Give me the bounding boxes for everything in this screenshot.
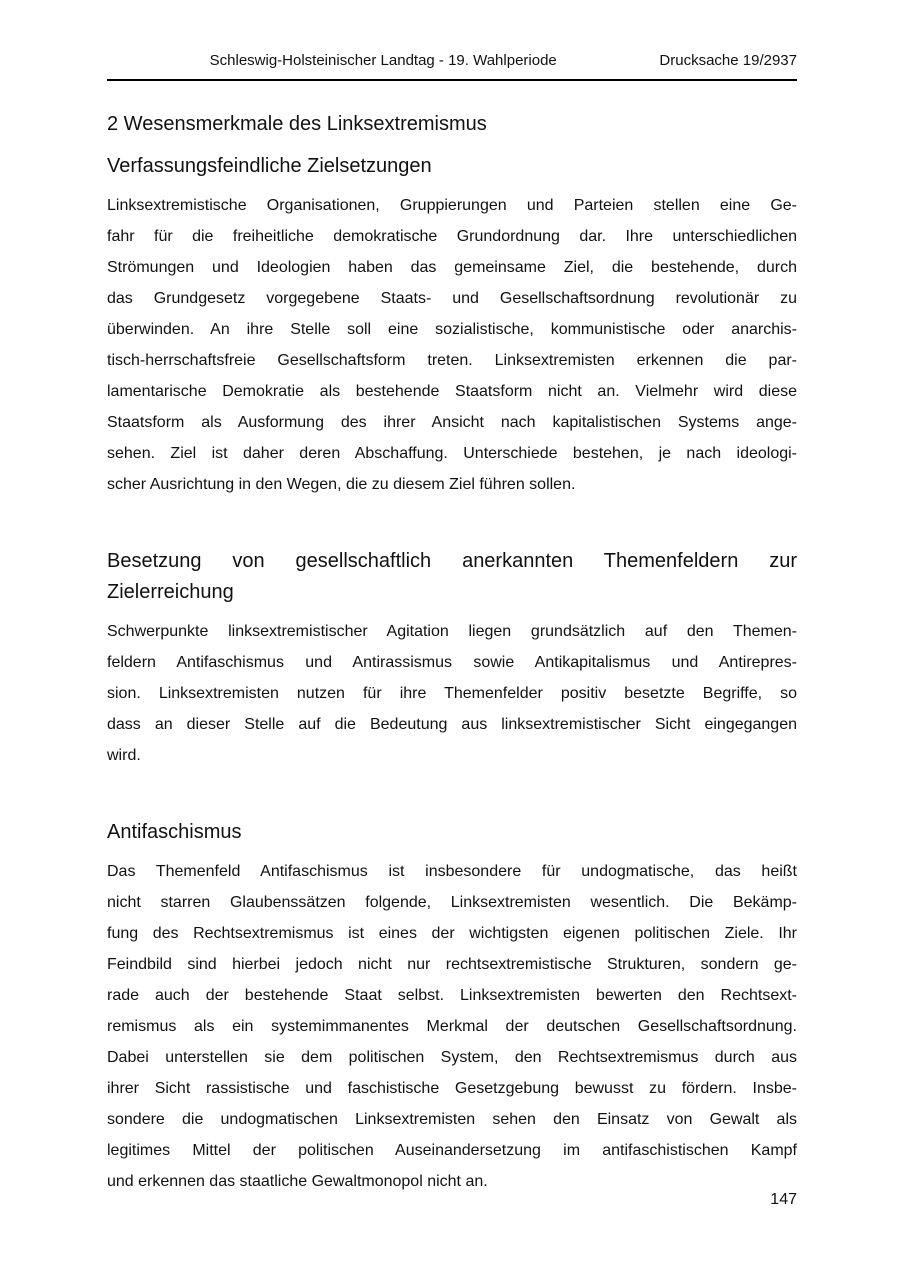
paragraph-line: remismus als ein systemimmanentes Merkmal der deutschen Gesellschaftsordnung. bbox=[107, 1018, 797, 1035]
section-paragraph bbox=[107, 616, 797, 771]
paragraph-line: Das Themenfeld Antifaschismus ist insbesondere für undogmatische, das heißt bbox=[107, 863, 797, 880]
section-heading bbox=[107, 546, 797, 608]
section-heading-line: Antifaschismus bbox=[107, 821, 242, 843]
paragraph-line: Linksextremistische Organisationen, Gruppierungen und Parteien stellen eine Ge- bbox=[107, 197, 797, 214]
header-rule bbox=[107, 79, 797, 81]
document-section bbox=[107, 546, 797, 771]
paragraph-line: Staatsform als Ausformung des ihrer Ansicht nach kapitalistischen Systems ange- bbox=[107, 414, 797, 431]
paragraph-line: dass an dieser Stelle auf die Bedeutung aus linksextremistischer Sicht eingegangen bbox=[107, 716, 797, 733]
section-paragraph bbox=[107, 856, 797, 1197]
paragraph-line: sehen. Ziel ist daher deren Abschaffung. Unterschiede bestehen, je nach ideologi- bbox=[107, 445, 797, 462]
paragraph-line: feldern Antifaschismus und Antirassismus sowie Antikapitalismus und Antirepres- bbox=[107, 654, 797, 671]
paragraph-line: Strömungen und Ideologien haben das gemeinsame Ziel, die bestehende, durch bbox=[107, 259, 797, 276]
section-heading bbox=[107, 151, 797, 182]
paragraph-line: nicht starren Glaubenssätzen folgende, Linksextremisten wesentlich. Die Bekämp- bbox=[107, 894, 797, 911]
page-header bbox=[107, 0, 797, 70]
paragraph-line: Dabei unterstellen sie dem politischen System, den Rechtsextremismus durch aus bbox=[107, 1049, 797, 1066]
document-section bbox=[107, 151, 797, 500]
paragraph-line: tisch-herrschaftsfreie Gesellschaftsform treten. Linksextremisten erkennen die par- bbox=[107, 352, 797, 369]
paragraph-line: ihrer Sicht rassistische und faschistische Gesetzgebung bewusst zu fördern. Insbe- bbox=[107, 1080, 797, 1097]
document-content bbox=[107, 0, 797, 1197]
paragraph-line: fung des Rechtsextremismus ist eines der wichtigsten eigenen politischen Ziele. Ihr bbox=[107, 925, 797, 942]
section-heading-line: Zielerreichung bbox=[107, 581, 234, 603]
paragraph-line: sondere die undogmatischen Linksextremisten sehen den Einsatz von Gewalt als bbox=[107, 1111, 797, 1128]
paragraph-line: legitimes Mittel der politischen Auseinandersetzung im antifaschistischen Kampf bbox=[107, 1142, 797, 1159]
section-heading-line: Besetzung von gesellschaftlich anerkannten Themenfeldern zur bbox=[107, 550, 797, 572]
document-section bbox=[107, 817, 797, 1197]
paragraph-line: überwinden. An ihre Stelle soll eine sozialistische, kommunistische oder anarchis- bbox=[107, 321, 797, 338]
paragraph-line: Schwerpunkte linksextremistischer Agitation liegen grundsätzlich auf den Themen- bbox=[107, 623, 797, 640]
section-paragraph bbox=[107, 190, 797, 500]
header-right-text: Drucksache 19/2937 bbox=[659, 52, 797, 69]
page-number: 147 bbox=[770, 1191, 797, 1208]
paragraph-line: Feindbild sind hierbei jedoch nicht nur rechtsextremistische Strukturen, sondern ge- bbox=[107, 956, 797, 973]
header-left-text: Schleswig-Holsteinischer Landtag - 19. Wahlperiode bbox=[209, 52, 557, 69]
paragraph-line: rade auch der bestehende Staat selbst. Linksextremisten bewerten den Rechtsext- bbox=[107, 987, 797, 1004]
section-heading-line: Verfassungsfeindliche Zielsetzungen bbox=[107, 155, 432, 177]
chapter-heading: 2 Wesensmerkmale des Linksextremismus bbox=[107, 113, 487, 135]
paragraph-line: wird. bbox=[107, 747, 141, 764]
sections bbox=[107, 151, 797, 1197]
paragraph-line: fahr für die freiheitliche demokratische Grundordnung dar. Ihre unterschiedlichen bbox=[107, 228, 797, 245]
paragraph-line: lamentarische Demokratie als bestehende Staatsform nicht an. Vielmehr wird diese bbox=[107, 383, 797, 400]
paragraph-line: das Grundgesetz vorgegebene Staats- und Gesellschaftsordnung revolutionär zu bbox=[107, 290, 797, 307]
section-heading bbox=[107, 817, 797, 848]
paragraph-line: und erkennen das staatliche Gewaltmonopol nicht an. bbox=[107, 1173, 488, 1190]
paragraph-line: sion. Linksextremisten nutzen für ihre Themenfelder positiv besetzte Begriffe, so bbox=[107, 685, 797, 702]
paragraph-line: scher Ausrichtung in den Wegen, die zu diesem Ziel führen sollen. bbox=[107, 476, 576, 493]
